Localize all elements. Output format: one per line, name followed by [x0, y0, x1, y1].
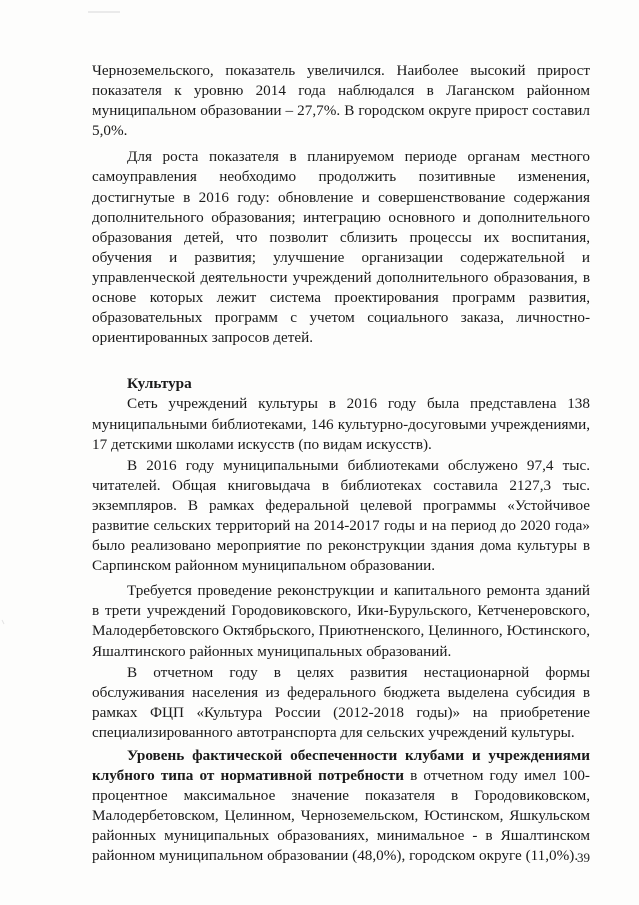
paragraph-6: В отчетном году в целях развития нестационарной формы обслуживания населения из федерального бюджета выделена субсидия в рамках ФЦП «Культура России (2012-2018 годы)» на приобретение специализированного автотранспорта для сельских учреждений культуры. [92, 663, 590, 741]
paragraph-4: В 2016 году муниципальными библиотеками обслужено 97,4 тыс. читателей. Общая книговыдача в библиотеках составила 2127,3 тыс. экземпляров. В рамках федеральной целевой программы «Устойчивое развитие сельских территорий на 2014-2017 годы и на период до 2020 года» было реализовано мероприятие по реконструкции здания дома культуры в Сарпинском районном муниципальном образовании. [92, 456, 590, 575]
paragraph-7-text: в отчетном году имел 100-процентное максимальное значение показателя в Городовиковском, Малодербетовском, Целинном, Черноземельском, Юстинском, Яшкульском районных муниципальных образованиях, минимальное - в Яшалтинском районном муниципальном образовании (48,0%), городском округе (11,0%). [92, 767, 590, 865]
paragraph-5: Требуется проведение реконструкции и капитального ремонта зданий в трети учреждений Городовиковского, Ики-Бурульского, Кетченеровского, Малодербетовского Октябрьского, Приютненского, Целинного, Юстинского, Яшалтинского районных муниципальных образований. [92, 582, 590, 660]
section-heading: Культура [127, 375, 192, 393]
paragraph-7-emphasis: Уровень фактической обеспеченности клубами и учреждениями клубного типа от нормативной потребности [92, 747, 590, 785]
paragraph-3: Сеть учреждений культуры в 2016 году была представлена 138 муниципальными библиотеками, 146 культурно-досуговыми учреждениями, 17 детскими школами искусств (по видам искусств). [92, 395, 590, 453]
document-body [92, 61, 590, 867]
paragraph-2: Для роста показателя в планируемом периоде органам местного самоуправления необходимо продолжить позитивные изменения, достигнутые в 2016 году: обновление и совершенствование содержания дополнительного образования; интеграцию основного и дополнительного образования детей, что позволит сблизить процессы их воспитания, обучения и развития; улучшение организации содержательной и управленческой деятельности учреждений дополнительного образования, в основе которых лежит система проектирования программ развития, образовательных программ с учетом социального заказа, личностно-ориентированных запросов детей. [92, 148, 590, 347]
paragraph-7 [92, 746, 590, 867]
page-number: 39 [577, 850, 590, 865]
section-gap [92, 348, 590, 374]
paragraph-1: Черноземельского, показатель увеличился. Наиболее высокий прирост показателя к уровню 2014 года наблюдался в Лаганском районном муниципальном образовании – 27,7%. В городском округе прирост составил 5,0%. [92, 62, 590, 140]
